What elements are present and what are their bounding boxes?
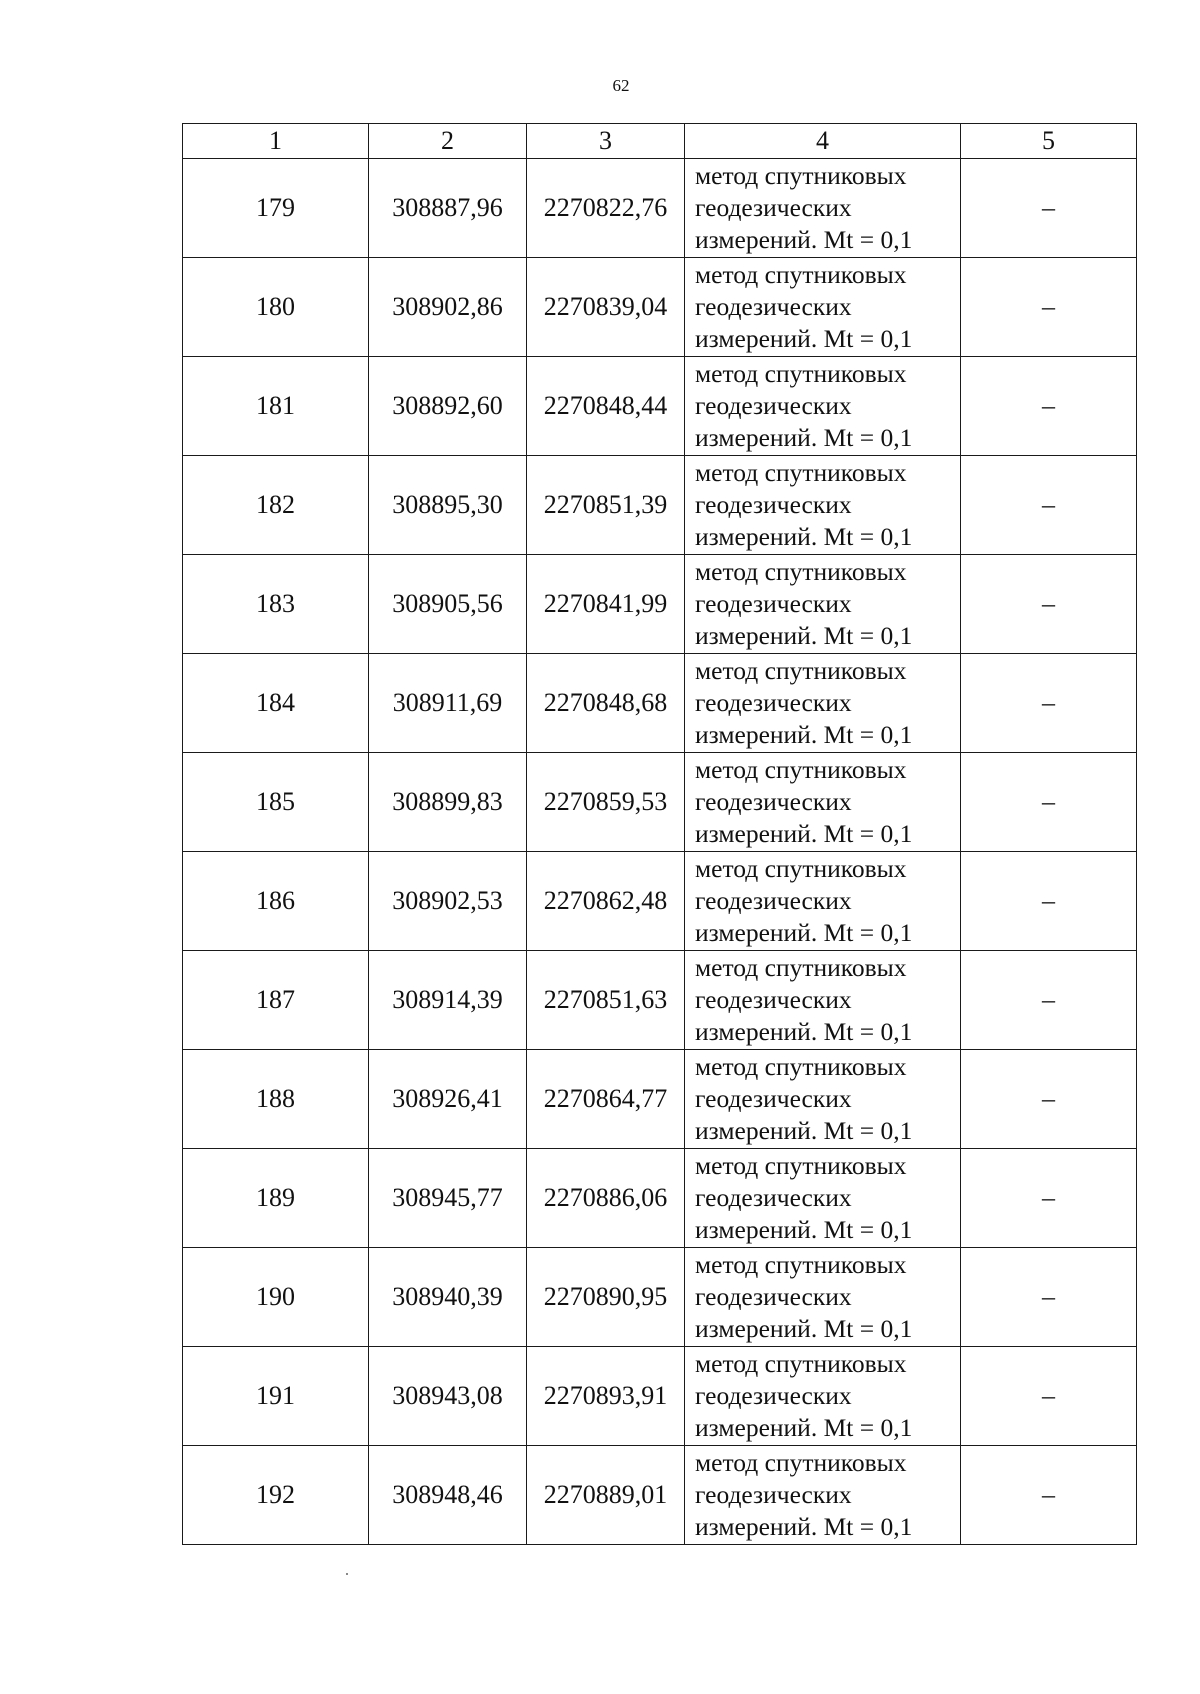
method-line: метод спутниковых bbox=[695, 953, 907, 982]
table-row bbox=[183, 1446, 1137, 1545]
point-number-cell: 179 bbox=[183, 159, 369, 258]
method-cell bbox=[685, 1347, 961, 1446]
method-line: метод спутниковых bbox=[695, 1151, 907, 1180]
method-line: метод спутниковых bbox=[695, 260, 907, 289]
note-cell: – bbox=[961, 654, 1137, 753]
method-cell bbox=[685, 852, 961, 951]
note-cell: – bbox=[961, 357, 1137, 456]
note-cell: – bbox=[961, 753, 1137, 852]
scan-speck bbox=[346, 1573, 348, 1575]
table-row bbox=[183, 1050, 1137, 1149]
table-row bbox=[183, 852, 1137, 951]
method-line: измерений. Mt = 0,1 bbox=[695, 621, 913, 650]
method-cell bbox=[685, 654, 961, 753]
y-coordinate-cell: 2270862,48 bbox=[527, 852, 685, 951]
y-coordinate-cell: 2270859,53 bbox=[527, 753, 685, 852]
x-coordinate-cell: 308911,69 bbox=[369, 654, 527, 753]
y-coordinate-cell: 2270841,99 bbox=[527, 555, 685, 654]
method-cell bbox=[685, 456, 961, 555]
method-line: измерений. Mt = 0,1 bbox=[695, 1413, 913, 1442]
point-number-cell: 182 bbox=[183, 456, 369, 555]
note-cell: – bbox=[961, 1248, 1137, 1347]
method-cell bbox=[685, 555, 961, 654]
x-coordinate-cell: 308887,96 bbox=[369, 159, 527, 258]
point-number-cell: 192 bbox=[183, 1446, 369, 1545]
method-cell bbox=[685, 1446, 961, 1545]
method-line: геодезических bbox=[695, 292, 852, 321]
method-line: метод спутниковых bbox=[695, 854, 907, 883]
y-coordinate-cell: 2270864,77 bbox=[527, 1050, 685, 1149]
point-number-cell: 184 bbox=[183, 654, 369, 753]
x-coordinate-cell: 308948,46 bbox=[369, 1446, 527, 1545]
method-line: геодезических bbox=[695, 1183, 852, 1212]
method-line: геодезических bbox=[695, 490, 852, 519]
method-line: геодезических bbox=[695, 886, 852, 915]
y-coordinate-cell: 2270851,63 bbox=[527, 951, 685, 1050]
method-cell bbox=[685, 1050, 961, 1149]
y-coordinate-cell: 2270889,01 bbox=[527, 1446, 685, 1545]
x-coordinate-cell: 308895,30 bbox=[369, 456, 527, 555]
x-coordinate-cell: 308892,60 bbox=[369, 357, 527, 456]
x-coordinate-cell: 308902,86 bbox=[369, 258, 527, 357]
y-coordinate-cell: 2270839,04 bbox=[527, 258, 685, 357]
method-line: измерений. Mt = 0,1 bbox=[695, 1215, 913, 1244]
method-cell bbox=[685, 1149, 961, 1248]
method-line: измерений. Mt = 0,1 bbox=[695, 225, 913, 254]
y-coordinate-cell: 2270893,91 bbox=[527, 1347, 685, 1446]
x-coordinate-cell: 308914,39 bbox=[369, 951, 527, 1050]
point-number-cell: 191 bbox=[183, 1347, 369, 1446]
x-coordinate-cell: 308926,41 bbox=[369, 1050, 527, 1149]
page-number: 62 bbox=[612, 76, 630, 95]
y-coordinate-cell: 2270851,39 bbox=[527, 456, 685, 555]
method-line: метод спутниковых bbox=[695, 359, 907, 388]
header-cell-3: 3 bbox=[527, 124, 685, 159]
y-coordinate-cell: 2270848,68 bbox=[527, 654, 685, 753]
table-row bbox=[183, 951, 1137, 1050]
method-line: измерений. Mt = 0,1 bbox=[695, 819, 913, 848]
method-line: измерений. Mt = 0,1 bbox=[695, 720, 913, 749]
table-row bbox=[183, 555, 1137, 654]
note-cell: – bbox=[961, 159, 1137, 258]
method-line: измерений. Mt = 0,1 bbox=[695, 1116, 913, 1145]
method-line: метод спутниковых bbox=[695, 557, 907, 586]
header-row bbox=[183, 124, 1137, 159]
method-line: метод спутниковых bbox=[695, 1052, 907, 1081]
method-line: геодезических bbox=[695, 193, 852, 222]
point-number-cell: 186 bbox=[183, 852, 369, 951]
x-coordinate-cell: 308940,39 bbox=[369, 1248, 527, 1347]
header-cell-4: 4 bbox=[685, 124, 961, 159]
method-cell bbox=[685, 357, 961, 456]
method-line: измерений. Mt = 0,1 bbox=[695, 918, 913, 947]
note-cell: – bbox=[961, 456, 1137, 555]
table-row bbox=[183, 1347, 1137, 1446]
table-row bbox=[183, 654, 1137, 753]
method-line: геодезических bbox=[695, 985, 852, 1014]
method-line: метод спутниковых bbox=[695, 161, 907, 190]
method-line: измерений. Mt = 0,1 bbox=[695, 1017, 913, 1046]
method-line: измерений. Mt = 0,1 bbox=[695, 1314, 913, 1343]
note-cell: – bbox=[961, 1149, 1137, 1248]
note-cell: – bbox=[961, 951, 1137, 1050]
note-cell: – bbox=[961, 1050, 1137, 1149]
header-cell-5: 5 bbox=[961, 124, 1137, 159]
note-cell: – bbox=[961, 555, 1137, 654]
note-cell: – bbox=[961, 1347, 1137, 1446]
header-cell-1: 1 bbox=[183, 124, 369, 159]
x-coordinate-cell: 308902,53 bbox=[369, 852, 527, 951]
point-number-cell: 187 bbox=[183, 951, 369, 1050]
method-line: геодезических bbox=[695, 1084, 852, 1113]
y-coordinate-cell: 2270890,95 bbox=[527, 1248, 685, 1347]
method-line: измерений. Mt = 0,1 bbox=[695, 1512, 913, 1541]
method-cell bbox=[685, 258, 961, 357]
table-row bbox=[183, 456, 1137, 555]
method-line: метод спутниковых bbox=[695, 458, 907, 487]
y-coordinate-cell: 2270848,44 bbox=[527, 357, 685, 456]
x-coordinate-cell: 308945,77 bbox=[369, 1149, 527, 1248]
x-coordinate-cell: 308905,56 bbox=[369, 555, 527, 654]
x-coordinate-cell: 308943,08 bbox=[369, 1347, 527, 1446]
table-row bbox=[183, 753, 1137, 852]
y-coordinate-cell: 2270886,06 bbox=[527, 1149, 685, 1248]
header-cell-2: 2 bbox=[369, 124, 527, 159]
method-cell bbox=[685, 1248, 961, 1347]
method-line: метод спутниковых bbox=[695, 755, 907, 784]
method-cell bbox=[685, 951, 961, 1050]
method-line: геодезических bbox=[695, 787, 852, 816]
method-line: измерений. Mt = 0,1 bbox=[695, 522, 913, 551]
method-line: геодезических bbox=[695, 1282, 852, 1311]
y-coordinate-cell: 2270822,76 bbox=[527, 159, 685, 258]
point-number-cell: 180 bbox=[183, 258, 369, 357]
point-number-cell: 181 bbox=[183, 357, 369, 456]
method-line: геодезических bbox=[695, 391, 852, 420]
point-number-cell: 188 bbox=[183, 1050, 369, 1149]
point-number-cell: 185 bbox=[183, 753, 369, 852]
method-line: измерений. Mt = 0,1 bbox=[695, 324, 913, 353]
table-row bbox=[183, 258, 1137, 357]
method-line: геодезических bbox=[695, 1480, 852, 1509]
method-line: метод спутниковых bbox=[695, 656, 907, 685]
note-cell: – bbox=[961, 1446, 1137, 1545]
table-body bbox=[183, 159, 1137, 1545]
method-line: метод спутниковых bbox=[695, 1349, 907, 1378]
method-line: геодезических bbox=[695, 1381, 852, 1410]
method-line: измерений. Mt = 0,1 bbox=[695, 423, 913, 452]
note-cell: – bbox=[961, 258, 1137, 357]
table-row bbox=[183, 1149, 1137, 1248]
table-row bbox=[183, 357, 1137, 456]
method-cell bbox=[685, 753, 961, 852]
table-row bbox=[183, 159, 1137, 258]
point-number-cell: 189 bbox=[183, 1149, 369, 1248]
table-row bbox=[183, 1248, 1137, 1347]
method-line: метод спутниковых bbox=[695, 1250, 907, 1279]
point-number-cell: 183 bbox=[183, 555, 369, 654]
method-line: метод спутниковых bbox=[695, 1448, 907, 1477]
table-header bbox=[183, 124, 1137, 159]
note-cell: – bbox=[961, 852, 1137, 951]
method-line: геодезических bbox=[695, 688, 852, 717]
x-coordinate-cell: 308899,83 bbox=[369, 753, 527, 852]
method-cell bbox=[685, 159, 961, 258]
point-number-cell: 190 bbox=[183, 1248, 369, 1347]
coordinates-table bbox=[182, 123, 1137, 1545]
method-line: геодезических bbox=[695, 589, 852, 618]
